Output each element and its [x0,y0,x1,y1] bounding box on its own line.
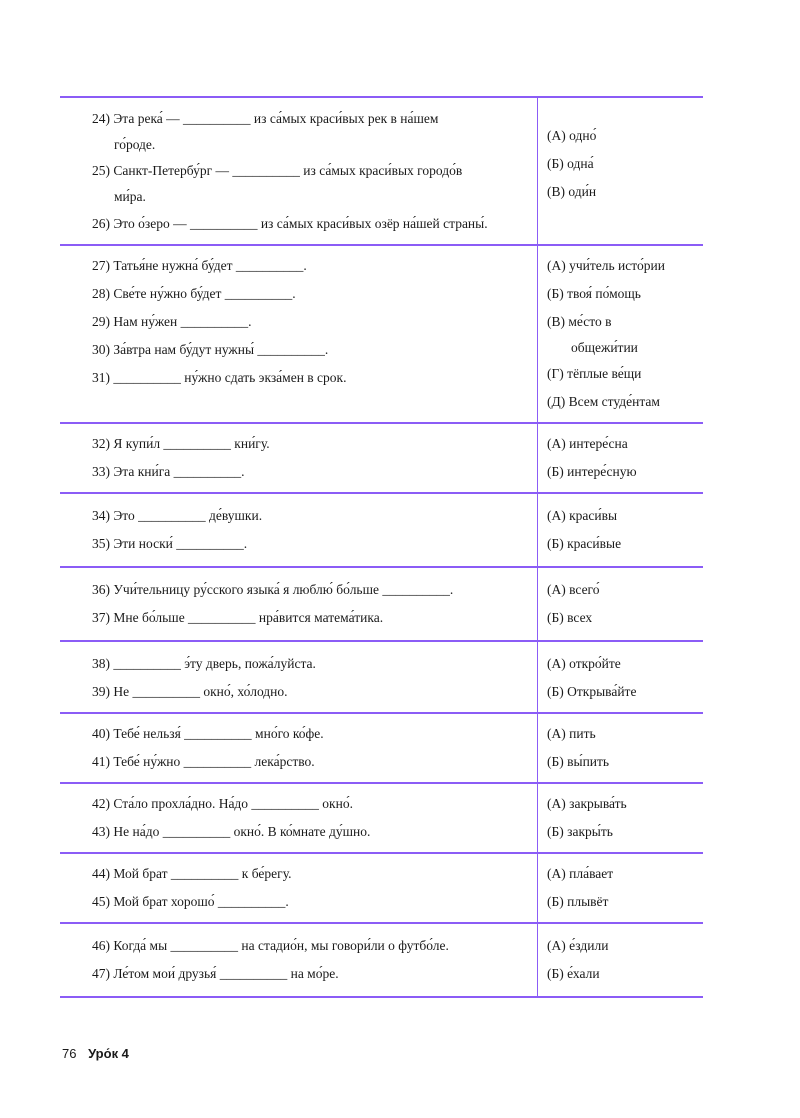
exercise-sentence [92,790,529,818]
exercise-sentence [92,280,529,308]
exercise-block [60,494,703,568]
exercise-block [60,424,703,494]
option-text: (А) откро́йте [547,656,621,671]
option-text: (Б) краси́вые [547,536,622,551]
options-column [538,424,703,492]
exercise-block [60,784,703,854]
answer-option [547,678,703,706]
exercise-sentence [92,158,529,210]
answer-option [547,388,703,416]
options-column [538,642,703,712]
sentence-text: 34) Это __________ де́вушки. [92,508,263,523]
exercise-block [60,642,703,714]
exercise-sentence [92,650,529,678]
options-column [538,714,703,782]
sentence-text: 28) Све́те ну́жно бу́дет __________. [92,286,296,301]
sentence-text: 32) Я купи́л __________ кни́гу. [92,436,270,451]
option-text: (Г) тёплые ве́щи [547,366,642,381]
option-text: (Б) всех [547,610,593,625]
exercise-block [60,924,703,998]
answer-option [547,458,703,486]
sentence-text: 27) Татья́не нужна́ бу́дет __________. [92,258,307,273]
exercise-sentence [92,106,529,158]
sentence-text: 39) Не __________ окно́, хо́лодно. [92,684,288,699]
answer-option [547,502,703,530]
option-text: (Б) интере́сную [547,464,637,479]
answer-option [547,576,703,604]
lesson-label: Уро́к 4 [88,1046,129,1061]
sentences-column [60,568,538,640]
option-text: (Б) одна́ [547,156,594,171]
options-column [538,568,703,640]
exercise-block [60,246,703,424]
option-text: (А) пла́вает [547,866,614,881]
options-column [538,854,703,922]
page-footer [62,1046,129,1061]
sentence-text: 37) Мне бо́льше __________ нра́вится матема́тика. [92,610,384,625]
exercise-sentence [92,502,529,530]
sentences-column [60,924,538,996]
answer-option [547,604,703,632]
exercise-sentence [92,336,529,364]
exercise-sentence [92,720,529,748]
sentence-text: 24) Эта река́ — __________ из са́мых краси́вых рек в на́шем [92,111,439,126]
answer-option [547,430,703,458]
answer-option [547,790,703,818]
exercise-sentence [92,860,529,888]
exercise-sentence [92,210,529,238]
sentences-column [60,784,538,852]
answer-option [547,530,703,558]
option-text: (А) краси́вы [547,508,618,523]
sentences-column [60,854,538,922]
answer-option [547,960,703,988]
options-column [538,246,703,422]
answer-option [547,650,703,678]
option-text: (В) ме́сто в [547,314,612,329]
exercise-sentence [92,748,529,776]
option-text: (Б) вы́пить [547,754,610,769]
exercise-sentence [92,604,529,632]
option-continuation: общежи́тии [571,340,638,355]
sentence-text: 36) Учи́тельницу ру́сского языка́ я люблю́ бо́льше __________. [92,582,454,597]
exercise-sentence [92,576,529,604]
sentence-text: 33) Эта кни́га __________. [92,464,245,479]
option-text: (Д) Всем студе́нтам [547,394,660,409]
option-text: (Б) плывёт [547,894,609,909]
sentence-text: 25) Санкт-Петербу́рг — __________ из са́мых краси́вых городо́в [92,163,463,178]
answer-option [547,252,703,280]
options-column [538,98,703,244]
sentences-column [60,642,538,712]
answer-option [547,888,703,916]
option-text: (А) одно́ [547,128,597,143]
page-number: 76 [62,1046,77,1061]
exercise-sentence [92,818,529,846]
sentence-text: 47) Ле́том мои́ друзья́ __________ на мо́ре. [92,966,339,981]
option-text: (А) учи́тель исто́рии [547,258,665,273]
exercise-sentence [92,430,529,458]
options-column [538,924,703,996]
option-text: (Б) Открыва́йте [547,684,637,699]
answer-option [547,178,703,206]
exercise-block [60,714,703,784]
option-text: (А) пить [547,726,596,741]
exercise-table [60,96,703,998]
option-text: (А) закрыва́ть [547,796,627,811]
exercise-sentence [92,678,529,706]
option-text: (А) всего́ [547,582,600,597]
answer-option [547,280,703,308]
answer-option [547,122,703,150]
exercise-sentence [92,458,529,486]
answer-option [547,150,703,178]
sentence-text: 41) Тебе́ ну́жно __________ лека́рство. [92,754,315,769]
answer-option [547,860,703,888]
exercise-sentence [92,252,529,280]
exercise-block [60,98,703,246]
sentences-column [60,246,538,422]
option-text: (А) интере́сна [547,436,628,451]
sentences-column [60,424,538,492]
exercise-sentence [92,530,529,558]
option-text: (Б) закры́ть [547,824,613,839]
sentence-text: 45) Мой брат хорошо́ __________. [92,894,289,909]
sentence-text: 43) Не на́до __________ окно́. В ко́мнате ду́шно. [92,824,371,839]
exercise-block [60,854,703,924]
sentence-text: 29) Нам ну́жен __________. [92,314,252,329]
sentences-column [60,98,538,244]
exercise-sentence [92,932,529,960]
answer-option [547,360,703,388]
exercise-sentence [92,960,529,988]
sentence-text: 30) За́втра нам бу́дут нужны́ __________. [92,342,329,357]
exercise-sentence [92,364,529,392]
options-column [538,784,703,852]
sentence-text: 31) __________ ну́жно сдать экза́мен в срок. [92,370,347,385]
exercise-sentence [92,888,529,916]
sentence-text: 46) Когда́ мы __________ на стадио́н, мы говори́ли о футбо́ле. [92,938,449,953]
option-text: (В) оди́н [547,184,597,199]
sentence-text: 26) Это о́зеро — __________ из са́мых краси́вых озёр на́шей страны́. [92,216,488,231]
option-text: (Б) твоя́ по́мощь [547,286,641,301]
exercise-sentence [92,308,529,336]
sentence-continuation: ми́ра. [114,189,146,204]
sentence-text: 42) Ста́ло прохла́дно. На́до __________ окно́. [92,796,353,811]
sentence-text: 38) __________ э́ту дверь, пожа́луйста. [92,656,316,671]
sentence-text: 44) Мой брат __________ к бе́регу. [92,866,292,881]
option-text: (Б) е́хали [547,966,600,981]
answer-option [547,932,703,960]
sentence-text: 35) Эти носки́ __________. [92,536,248,551]
exercise-block [60,568,703,642]
sentence-continuation: го́роде. [114,137,156,152]
sentences-column [60,494,538,566]
answer-option [547,748,703,776]
option-text: (А) е́здили [547,938,609,953]
answer-option [547,818,703,846]
answer-option [547,308,703,360]
options-column [538,494,703,566]
sentence-text: 40) Тебе́ нельзя́ __________ мно́го ко́фе. [92,726,324,741]
answer-option [547,720,703,748]
sentences-column [60,714,538,782]
